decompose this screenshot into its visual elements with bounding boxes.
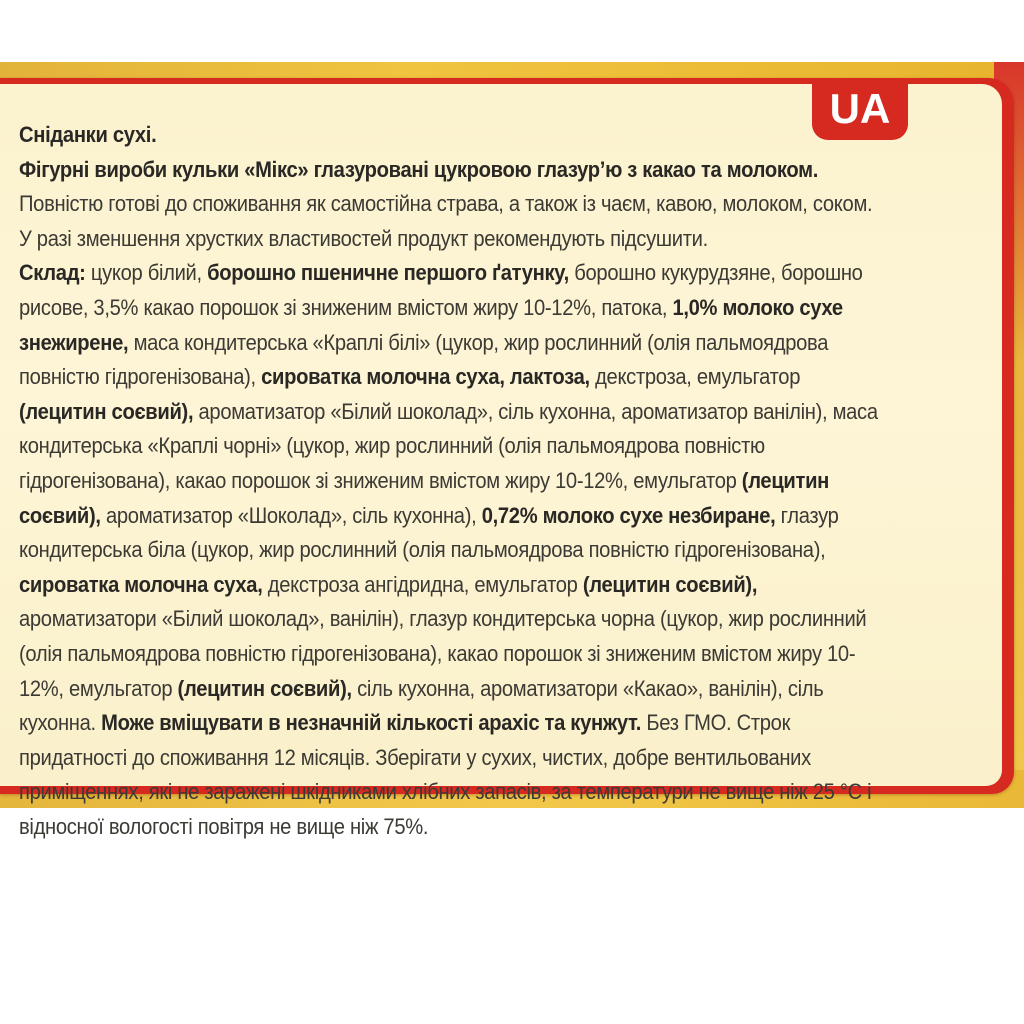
product-name	[19, 153, 888, 188]
composition-bold-segment: сироватка молочна суха,	[19, 571, 263, 597]
composition-segment: сіль кухонна, ароматизатори «Какао», ванілін), сіль кухонна.	[19, 675, 824, 736]
composition-bold-segment: борошно пшеничне першого ґатунку,	[207, 260, 569, 286]
composition-bold-segment: (лецитин соєвий),	[19, 398, 194, 424]
composition-bold-segment: Склад:	[19, 260, 86, 286]
composition-segment: декстроза, емульгатор	[589, 364, 801, 390]
product-category-text: Сніданки сухі.	[19, 122, 157, 147]
composition-segment: ароматизатор «Шоколад», сіль кухонна),	[100, 502, 482, 528]
composition-bold-segment: 0,72% молоко сухе незбиране,	[481, 502, 776, 528]
product-category	[19, 118, 888, 153]
composition-segment: декстроза ангідридна, емульгатор	[262, 571, 583, 597]
composition-bold-segment: сироватка молочна суха, лактоза,	[261, 364, 590, 390]
composition-bold-segment: Може вміщувати в незначній кількості арахіс та кунжут.	[101, 710, 642, 736]
composition-segment: ароматизатори «Білий шоколад», ванілін), глазур кондитерська чорна (цукор, жир рослинний (олія пальмоядрова повністю гідрогенізована), какао порошок зі зниженим вмістом жиру 10-12%, емульгатор	[19, 606, 867, 701]
composition-segment: глазур кондитерська біла (цукор, жир рослинний (олія пальмоядрова повністю гідрогенізована),	[19, 502, 839, 563]
composition-segment: борошно кукурудзяне, борошно рисове, 3,5% какао порошок зі зниженим вмістом жиру 10-12%, патока,	[19, 260, 863, 320]
composition-bold-segment: (лецитин соєвий),	[582, 571, 758, 597]
composition-bold-segment: (лецитин соєвий),	[19, 467, 830, 528]
composition-bold-segment: (лецитин соєвий),	[177, 675, 352, 701]
composition-bold-segment: 1,0% молоко сухе знежирене,	[19, 294, 843, 355]
composition	[19, 256, 888, 844]
composition-segment: Без ГМО. Строк придатності до споживання 12 місяців. Зберігати у сухих, чистих, добре вентильованих приміщеннях, які не заражені шкідниками хлібних запасів, за температури не вище ніж 25 °С і відносної вологості повітря не вище ніж 75%.	[19, 710, 872, 839]
composition-segment: ароматизатор «Білий шоколад», сіль кухонна, ароматизатор ванілін), маса кондитерська «Краплі чорні» (цукор, жир рослинний (олія пальмоядрова повністю гідрогенізована), какао порошок зі зниженим вмістом жиру 10-12%, емульгатор	[19, 398, 878, 493]
usage-note: Повністю готові до споживання як самостійна страва, а також із чаєм, кавою, молоком, соком. У разі зменшення хрустких властивостей продукт рекомендують підсушити.	[19, 191, 873, 251]
composition-segment: цукор білий,	[85, 260, 208, 286]
label-text	[19, 118, 888, 844]
language-code: UA	[829, 85, 891, 132]
product-name-text: Фігурні вироби кульки «Мікс» глазуровані цукровою глазур’ю з какао та молоком.	[19, 156, 818, 182]
composition-segment: маса кондитерська «Краплі білі» (цукор, жир рослинний (олія пальмоядрова повністю гідрогенізована),	[19, 329, 829, 390]
